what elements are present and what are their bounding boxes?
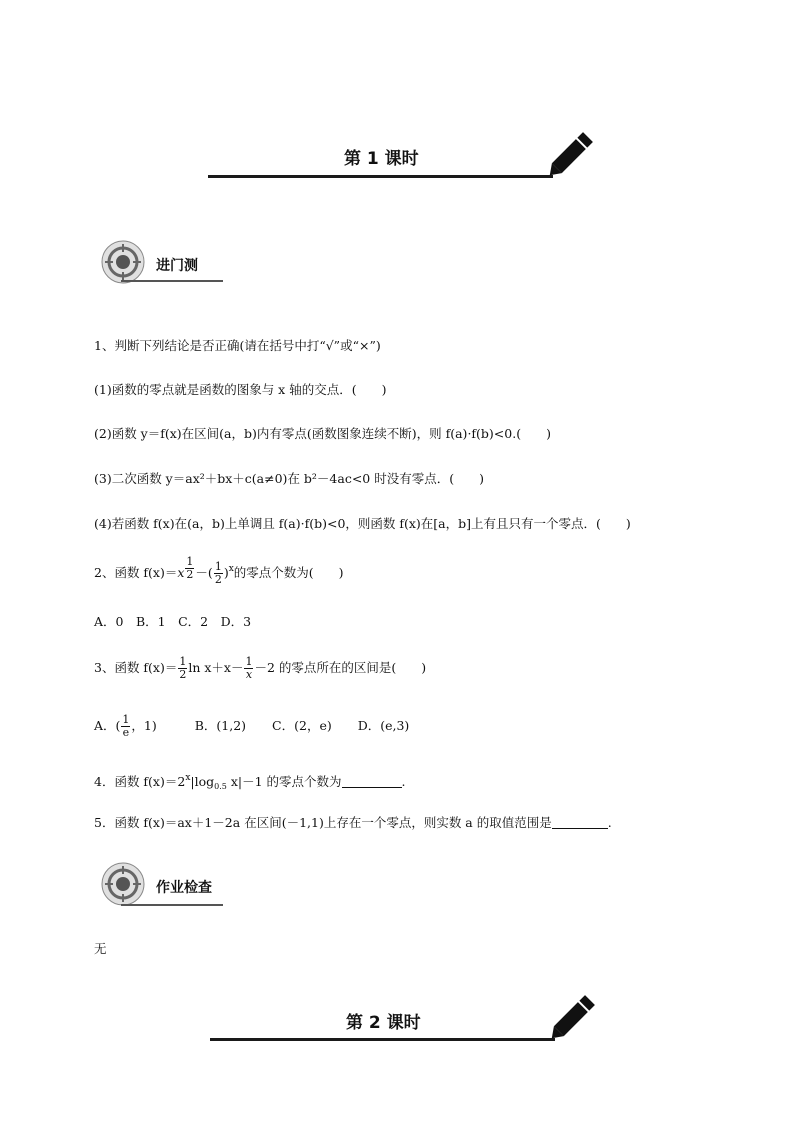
answer-blank[interactable] (552, 816, 608, 829)
question-3-mid: ln x＋x－ (188, 660, 244, 675)
section-label-homework-check: 作业检查 (156, 880, 212, 896)
question-3-option-b: B．(1,2) (194, 718, 247, 733)
section-underline (121, 280, 223, 282)
question-1-item-4: (4)若函数 f(x)在(a，b)上单调且 f(a)·f(b)<0，则函数 f(x)在[a，b]上有且只有一个零点．( ) (94, 516, 631, 531)
section-underline (121, 904, 223, 906)
question-4-prefix: 4．函数 f(x)＝2 (94, 774, 186, 789)
lesson-2-title: 第 2 课时 (346, 1013, 421, 1033)
question-2-prefix: 2、函数 f(x)＝ (94, 565, 178, 580)
question-4-suffix: x|－1 的零点个数为 (226, 774, 342, 789)
question-1-stem: 1、判断下列结论是否正确(请在括号中打“√”或“×”) (94, 338, 381, 353)
question-3-options: A．( $\frac{1}{e}$ ，1) B．(1,2) C．(2，e) D．(e,3) (94, 713, 410, 739)
question-1-item-1: (1)函数的零点就是函数的图象与 x 轴的交点．( ) (94, 382, 387, 397)
homework-content: 无 (94, 941, 107, 956)
question-5-text: 5．函数 f(x)＝ax＋1－2a 在区间(－1,1)上存在一个零点，则实数 a 的取值范围是 (94, 815, 552, 830)
section-label-entry-test: 进门测 (156, 258, 198, 274)
lesson-1-title: 第 1 课时 (344, 149, 419, 169)
question-4-mid: |log (190, 774, 215, 789)
pencil-icon (541, 124, 601, 184)
question-3-option-c: C．(2，e) (272, 718, 332, 733)
question-1-item-2: (2)函数 y＝f(x)在区间(a，b)内有零点(函数图象连续不断)，则 f(a)·f(b)<0.( ) (94, 426, 551, 441)
question-2-suffix: 的零点个数为( ) (233, 565, 344, 580)
question-3-prefix: 3、函数 f(x)＝ (94, 660, 178, 675)
question-3-option-a: A． (94, 718, 116, 733)
pencil-icon (543, 987, 603, 1047)
question-4-end: . (401, 774, 406, 789)
target-icon (101, 862, 145, 906)
question-1-item-3: (3)二次函数 y＝ax²＋bx＋c(a≠0)在 b²－4ac<0 时没有零点．( ) (94, 471, 484, 486)
title-underline (208, 175, 553, 178)
title-underline (210, 1038, 555, 1041)
target-icon (101, 240, 145, 284)
question-3: 3、函数 f(x)＝ $\frac{1}{2}$ ln x＋x－ $\frac{1}{x}$ －2 的零点所在的区间是( ) (94, 655, 427, 681)
question-4: 4．函数 $f(x)=2^x|\log_{0.5}$ x|－1 的零点个数为 . (94, 773, 406, 791)
answer-blank[interactable] (342, 775, 402, 788)
question-3-option-d: D．(e,3) (357, 718, 410, 733)
question-2: 2、函数 f(x)＝x $^{\frac{1}{2}}$ －( $\frac{1}{2}$ )$^x$的零点个数为( ) (94, 555, 344, 586)
question-3-suffix: －2 的零点所在的区间是( ) (254, 660, 427, 675)
question-5 (94, 815, 612, 831)
question-2-options: A．0 B．1 C．2 D．3 (94, 614, 252, 629)
question-5-end: . (607, 815, 612, 830)
